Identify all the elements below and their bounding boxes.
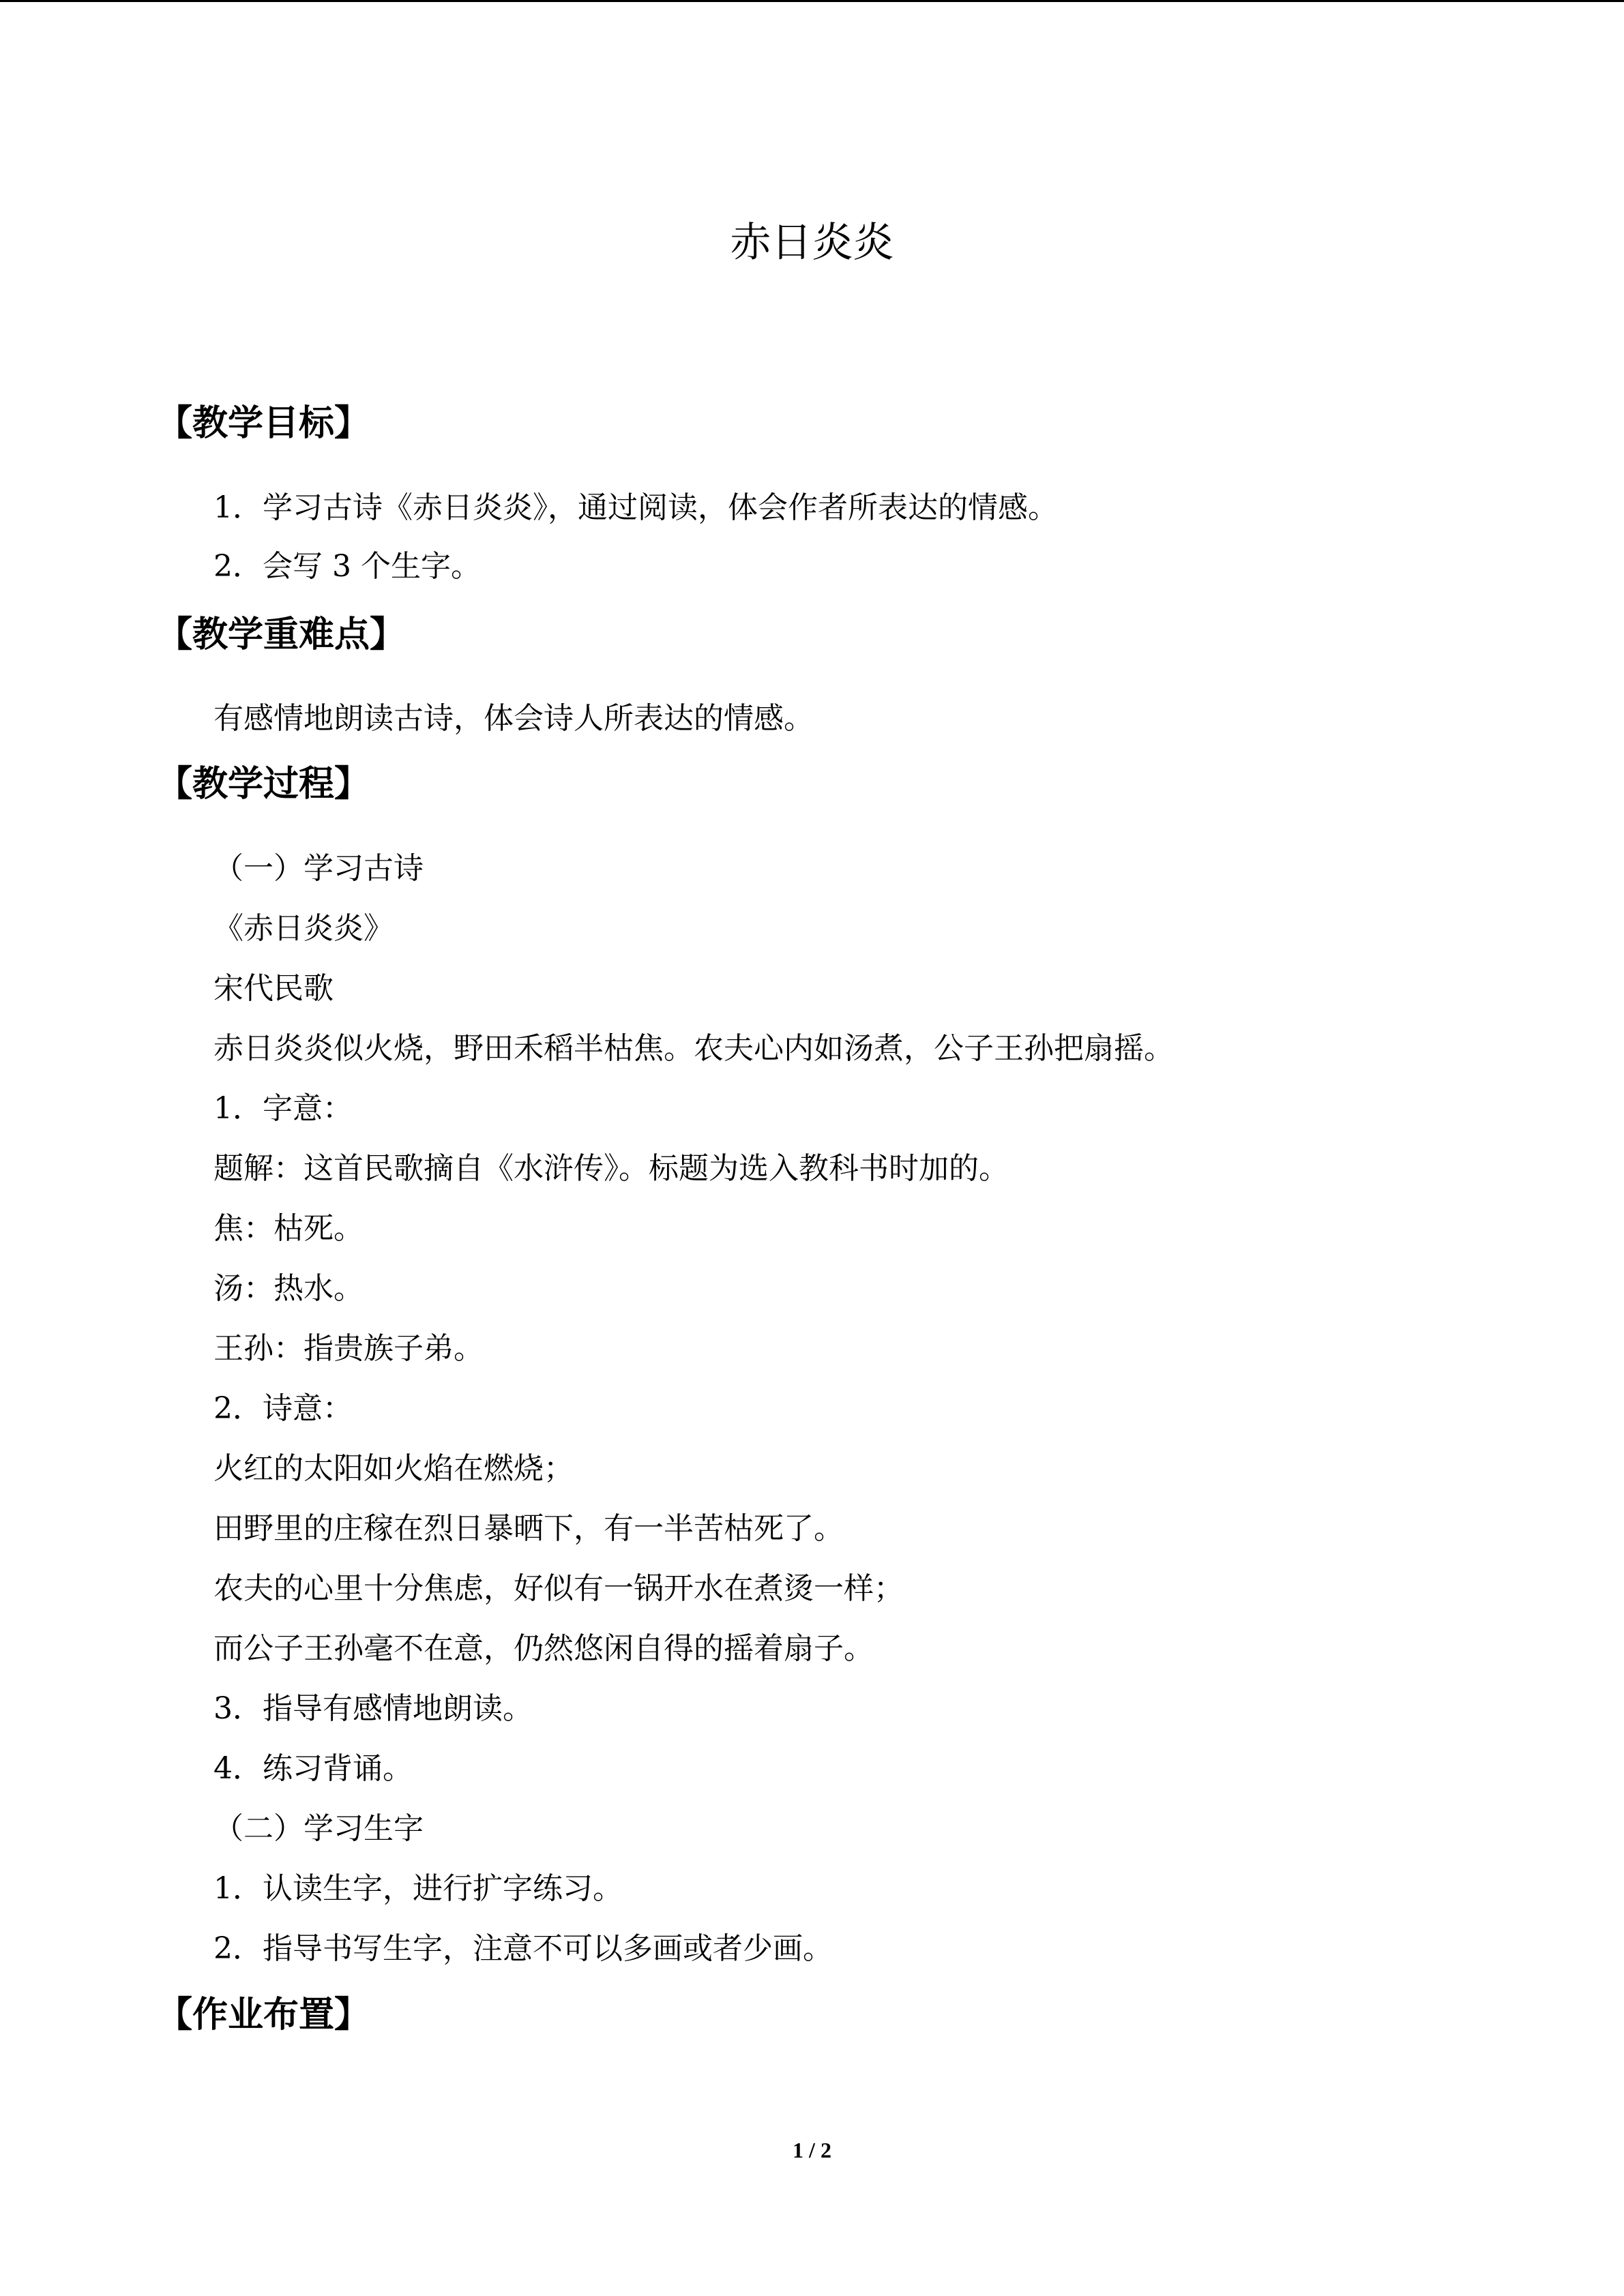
process-line: 宋代民歌 xyxy=(213,971,334,1006)
process-line: 田野里的庄稼在烈日暴晒下，有一半苦枯死了。 xyxy=(213,1511,844,1546)
process-line: 4．练习背诵。 xyxy=(213,1751,413,1786)
top-border-rule xyxy=(0,0,1624,2)
process-line: 汤：热水。 xyxy=(213,1271,364,1306)
heading-process: 【教学过程】 xyxy=(157,764,370,805)
process-line: 2．诗意： xyxy=(213,1391,353,1426)
process-line: 火红的太阳如火焰在燃烧； xyxy=(213,1451,574,1486)
objective-item-2: 2．会写 3 个生字。 xyxy=(213,549,481,584)
process-line: 2．指导书写生字，注意不可以多画或者少画。 xyxy=(213,1931,833,1966)
document-title: 赤日炎炎 xyxy=(730,219,894,267)
process-line: 焦：枯死。 xyxy=(213,1211,364,1246)
key-points-text: 有感情地朗读古诗，体会诗人所表达的情感。 xyxy=(213,701,814,736)
process-line: 而公子王孙毫不在意，仍然悠闲自得的摇着扇子。 xyxy=(213,1631,874,1666)
heading-objectives: 【教学目标】 xyxy=(157,403,370,444)
process-line: 3．指导有感情地朗读。 xyxy=(213,1691,533,1726)
heading-key-points: 【教学重难点】 xyxy=(157,614,406,655)
process-line: 1．字意： xyxy=(213,1091,353,1126)
process-line: 题解：这首民歌摘自《水浒传》。标题为选入教科书时加的。 xyxy=(213,1151,1009,1186)
process-line: 赤日炎炎似火烧，野田禾稻半枯焦。农夫心内如汤煮，公子王孙把扇摇。 xyxy=(213,1031,1174,1066)
process-line: （二）学习生字 xyxy=(213,1811,424,1846)
process-line: 1．认读生字，进行扩字练习。 xyxy=(213,1871,623,1906)
process-line: 王孙：指贵族子弟。 xyxy=(213,1331,484,1366)
process-line: （一）学习古诗 xyxy=(213,851,424,886)
process-line: 农夫的心里十分焦虑，好似有一锅开水在煮烫一样； xyxy=(213,1571,904,1606)
process-line: 《赤日炎炎》 xyxy=(213,911,394,946)
objective-item-1: 1．学习古诗《赤日炎炎》，通过阅读，体会作者所表达的情感。 xyxy=(213,490,1058,525)
page-number: 1 / 2 xyxy=(793,2138,831,2162)
heading-homework: 【作业布置】 xyxy=(157,1995,370,2036)
